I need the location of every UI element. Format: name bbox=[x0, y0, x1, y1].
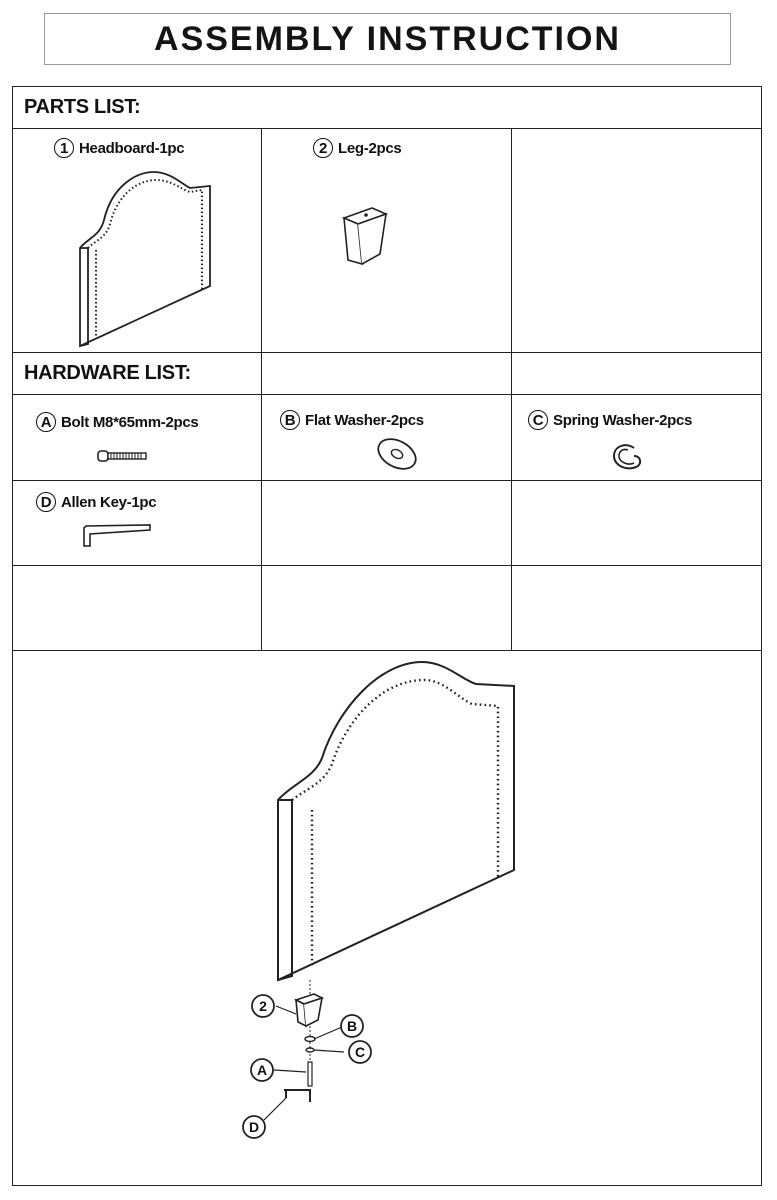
part-leg-label bbox=[313, 138, 401, 158]
hardware-name: Bolt M8*65mm-2pcs bbox=[61, 413, 199, 431]
parts-list-heading: PARTS LIST: bbox=[24, 96, 141, 118]
grid-line bbox=[511, 128, 512, 650]
hardware-letter-badge: D bbox=[36, 492, 56, 512]
hardware-spring-washer-label bbox=[528, 410, 692, 430]
callout-text: 2 bbox=[259, 998, 267, 1014]
hardware-name: Spring Washer-2pcs bbox=[553, 411, 693, 429]
assembly-diagram bbox=[230, 650, 550, 1170]
hardware-name: Flat Washer-2pcs bbox=[305, 411, 424, 429]
bolt-part bbox=[308, 1062, 312, 1086]
hardware-allen-key-label bbox=[36, 492, 156, 512]
callout-text: D bbox=[248, 1119, 260, 1135]
document-title: ASSEMBLY INSTRUCTION bbox=[154, 19, 621, 58]
callout-text: A bbox=[256, 1062, 268, 1078]
assembly-leg bbox=[296, 994, 322, 1026]
leg-icon bbox=[338, 200, 394, 270]
part-name: Leg-2pcs bbox=[338, 139, 402, 157]
hardware-letter-badge: C bbox=[528, 410, 548, 430]
headboard-icon bbox=[70, 168, 220, 352]
grid-line bbox=[261, 128, 262, 650]
hardware-name: Allen Key-1pc bbox=[61, 493, 157, 511]
callout-text: C bbox=[354, 1044, 366, 1060]
part-number-badge: 2 bbox=[313, 138, 333, 158]
flat-washer-part bbox=[305, 1037, 315, 1042]
grid-line bbox=[12, 565, 762, 566]
part-name: Headboard-1pc bbox=[79, 139, 185, 157]
bolt-icon bbox=[96, 447, 150, 465]
hardware-letter-badge: B bbox=[280, 410, 300, 430]
hardware-bolt-label bbox=[36, 412, 198, 432]
title-box bbox=[44, 13, 731, 65]
hardware-list-heading: HARDWARE LIST: bbox=[24, 362, 191, 384]
part-headboard-label bbox=[54, 138, 184, 158]
hardware-letter-badge: A bbox=[36, 412, 56, 432]
spring-washer-icon bbox=[606, 438, 648, 476]
grid-line bbox=[12, 394, 762, 395]
part-number-badge: 1 bbox=[54, 138, 74, 158]
allen-key-icon bbox=[80, 522, 154, 552]
allen-key-part bbox=[284, 1090, 310, 1102]
flat-washer-icon bbox=[374, 434, 420, 474]
grid-line bbox=[12, 352, 762, 353]
spring-washer-part bbox=[306, 1048, 314, 1052]
hardware-flat-washer-label bbox=[280, 410, 424, 430]
callout-text: B bbox=[346, 1018, 358, 1034]
grid-line bbox=[12, 480, 762, 481]
grid-line bbox=[12, 128, 762, 129]
headboard-drawing bbox=[278, 662, 514, 980]
